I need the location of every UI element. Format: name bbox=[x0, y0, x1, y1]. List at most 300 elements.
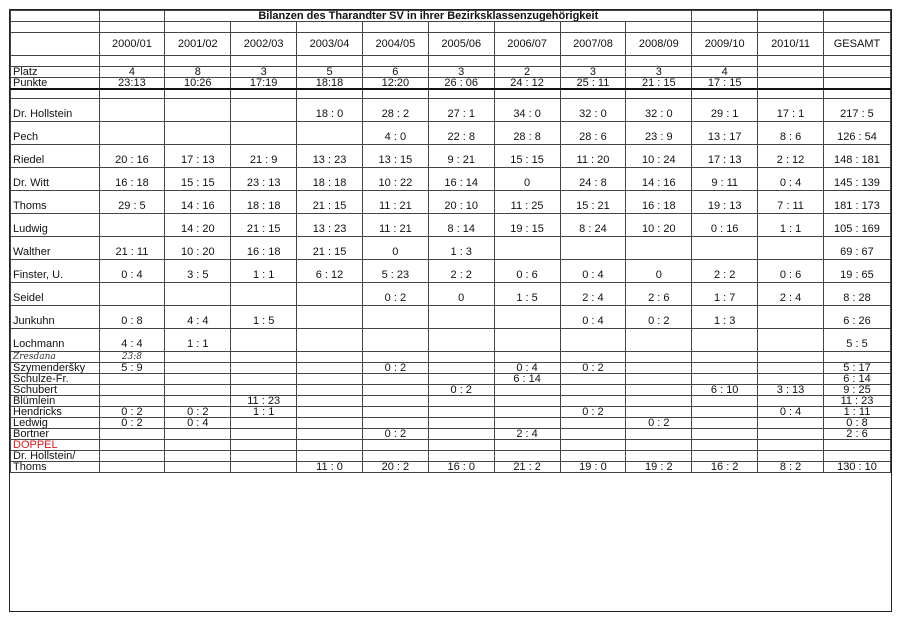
player-name: Junkuhn bbox=[11, 306, 100, 329]
score-cell: 0 : 2 bbox=[362, 283, 428, 306]
score-cell: 0 : 2 bbox=[626, 418, 692, 429]
platz-row bbox=[11, 67, 891, 78]
empty-cell bbox=[165, 89, 231, 99]
score-cell bbox=[99, 283, 165, 306]
score-cell: 21 : 11 bbox=[99, 237, 165, 260]
score-cell bbox=[362, 374, 428, 385]
score-cell: 10 : 20 bbox=[626, 214, 692, 237]
player-name: Walther bbox=[11, 237, 100, 260]
player-row bbox=[11, 451, 891, 462]
score-cell: 7 : 11 bbox=[758, 191, 824, 214]
score-cell bbox=[297, 440, 363, 451]
score-cell: 21 : 9 bbox=[231, 145, 297, 168]
score-cell bbox=[494, 418, 560, 429]
score-cell bbox=[99, 99, 165, 122]
score-cell bbox=[297, 374, 363, 385]
player-row bbox=[11, 374, 891, 385]
score-cell: 17 : 13 bbox=[692, 145, 758, 168]
score-cell: 8 : 24 bbox=[560, 214, 626, 237]
score-cell: 20 : 2 bbox=[362, 462, 428, 473]
score-cell: 18 : 0 bbox=[297, 99, 363, 122]
score-cell bbox=[165, 396, 231, 407]
score-cell: 19 : 15 bbox=[494, 214, 560, 237]
score-cell bbox=[758, 374, 824, 385]
results-table bbox=[10, 10, 891, 473]
score-cell: 148 : 181 bbox=[823, 145, 890, 168]
score-cell: 2 : 6 bbox=[823, 429, 890, 440]
score-cell: 0 : 2 bbox=[560, 407, 626, 418]
player-row bbox=[11, 418, 891, 429]
player-row bbox=[11, 168, 891, 191]
score-cell bbox=[231, 329, 297, 352]
score-cell: 14 : 16 bbox=[165, 191, 231, 214]
score-cell: 15 : 15 bbox=[494, 145, 560, 168]
score-cell bbox=[560, 440, 626, 451]
empty-cell bbox=[823, 89, 890, 99]
score-cell: 18 : 18 bbox=[297, 168, 363, 191]
score-cell: 15 : 21 bbox=[560, 191, 626, 214]
score-cell: 17 : 1 bbox=[758, 99, 824, 122]
score-cell: 13 : 23 bbox=[297, 214, 363, 237]
player-row bbox=[11, 396, 891, 407]
season-header: 2003/04 bbox=[297, 33, 363, 56]
score-cell: 9 : 11 bbox=[692, 168, 758, 191]
score-cell bbox=[692, 329, 758, 352]
score-cell: 4 : 0 bbox=[362, 122, 428, 145]
score-cell: 16 : 2 bbox=[692, 462, 758, 473]
punkte-value: 26 : 06 bbox=[428, 78, 494, 90]
punkte-value: 23:13 bbox=[99, 78, 165, 90]
score-cell bbox=[560, 396, 626, 407]
empty-cell bbox=[428, 56, 494, 67]
punkte-value: 12:20 bbox=[362, 78, 428, 90]
score-cell: 8 : 2 bbox=[758, 462, 824, 473]
score-cell: 145 : 139 bbox=[823, 168, 890, 191]
score-cell: 16 : 18 bbox=[231, 237, 297, 260]
score-cell bbox=[231, 122, 297, 145]
score-cell bbox=[362, 385, 428, 396]
score-cell: 217 : 5 bbox=[823, 99, 890, 122]
score-cell: 11 : 0 bbox=[297, 462, 363, 473]
score-cell bbox=[428, 429, 494, 440]
punkte-value: 17:19 bbox=[231, 78, 297, 90]
score-cell bbox=[297, 385, 363, 396]
score-cell: 5 : 23 bbox=[362, 260, 428, 283]
player-name: Lochmann bbox=[11, 329, 100, 352]
score-cell: 5 : 9 bbox=[99, 363, 165, 374]
score-cell: 1 : 11 bbox=[823, 407, 890, 418]
score-cell: 21 : 15 bbox=[231, 214, 297, 237]
score-cell bbox=[758, 237, 824, 260]
score-cell bbox=[428, 352, 494, 363]
score-cell bbox=[494, 329, 560, 352]
score-cell: 2 : 12 bbox=[758, 145, 824, 168]
score-cell bbox=[428, 451, 494, 462]
player-name: Schulze-Fr. bbox=[11, 374, 100, 385]
score-cell: 23 : 9 bbox=[626, 122, 692, 145]
season-header: 2008/09 bbox=[626, 33, 692, 56]
score-cell bbox=[560, 385, 626, 396]
score-cell: 22 : 8 bbox=[428, 122, 494, 145]
score-cell bbox=[362, 418, 428, 429]
score-cell bbox=[626, 374, 692, 385]
score-cell bbox=[165, 462, 231, 473]
score-cell bbox=[428, 418, 494, 429]
score-cell bbox=[297, 352, 363, 363]
score-cell: 24 : 8 bbox=[560, 168, 626, 191]
platz-value: 5 bbox=[297, 67, 363, 78]
empty-cell bbox=[692, 89, 758, 99]
score-cell: 0 bbox=[626, 260, 692, 283]
score-cell bbox=[231, 418, 297, 429]
score-cell bbox=[428, 306, 494, 329]
player-row bbox=[11, 122, 891, 145]
score-cell: 0 : 2 bbox=[362, 363, 428, 374]
score-cell: 21 : 2 bbox=[494, 462, 560, 473]
score-cell bbox=[297, 396, 363, 407]
score-cell bbox=[494, 396, 560, 407]
score-cell bbox=[626, 396, 692, 407]
player-name: Schubert bbox=[11, 385, 100, 396]
empty-cell bbox=[11, 33, 100, 56]
score-cell bbox=[692, 451, 758, 462]
empty-cell bbox=[231, 22, 297, 33]
score-cell bbox=[165, 374, 231, 385]
score-cell bbox=[231, 429, 297, 440]
score-cell bbox=[692, 418, 758, 429]
score-cell: 11 : 23 bbox=[823, 396, 890, 407]
row-label: Platz bbox=[11, 67, 100, 78]
score-cell bbox=[823, 440, 890, 451]
player-row bbox=[11, 363, 891, 374]
score-cell bbox=[297, 283, 363, 306]
player-row bbox=[11, 214, 891, 237]
score-cell bbox=[692, 396, 758, 407]
player-row bbox=[11, 260, 891, 283]
score-cell: 0 : 2 bbox=[362, 429, 428, 440]
score-cell bbox=[165, 352, 231, 363]
score-cell bbox=[823, 352, 890, 363]
score-cell bbox=[428, 407, 494, 418]
score-cell bbox=[626, 237, 692, 260]
score-cell: 181 : 173 bbox=[823, 191, 890, 214]
player-name: Pech bbox=[11, 122, 100, 145]
score-cell: 0 : 2 bbox=[428, 385, 494, 396]
score-cell: 17 : 13 bbox=[165, 145, 231, 168]
platz-value: 4 bbox=[692, 67, 758, 78]
score-cell bbox=[297, 363, 363, 374]
score-cell: 1 : 7 bbox=[692, 283, 758, 306]
score-cell bbox=[626, 451, 692, 462]
score-cell bbox=[99, 462, 165, 473]
platz-value bbox=[758, 67, 824, 78]
player-row bbox=[11, 352, 891, 363]
score-cell: 2 : 2 bbox=[692, 260, 758, 283]
score-cell bbox=[362, 451, 428, 462]
score-cell bbox=[560, 418, 626, 429]
empty-cell bbox=[494, 89, 560, 99]
score-cell: 20 : 16 bbox=[99, 145, 165, 168]
player-name: Seidel bbox=[11, 283, 100, 306]
score-cell: 0 : 4 bbox=[165, 418, 231, 429]
score-cell: 27 : 1 bbox=[428, 99, 494, 122]
blank-row bbox=[11, 22, 891, 33]
empty-cell bbox=[99, 22, 165, 33]
score-cell bbox=[231, 440, 297, 451]
score-cell: 20 : 10 bbox=[428, 191, 494, 214]
empty-cell bbox=[626, 22, 692, 33]
score-cell: 5 : 5 bbox=[823, 329, 890, 352]
score-cell bbox=[165, 363, 231, 374]
score-cell bbox=[428, 329, 494, 352]
player-row bbox=[11, 306, 891, 329]
platz-value: 3 bbox=[231, 67, 297, 78]
score-cell: 21 : 15 bbox=[297, 237, 363, 260]
score-cell: 19 : 2 bbox=[626, 462, 692, 473]
score-cell: 18 : 18 bbox=[231, 191, 297, 214]
player-name: Riedel bbox=[11, 145, 100, 168]
player-row bbox=[11, 283, 891, 306]
score-cell: 0 bbox=[362, 237, 428, 260]
score-cell: 8 : 14 bbox=[428, 214, 494, 237]
player-name: Thoms bbox=[11, 191, 100, 214]
empty-cell bbox=[560, 22, 626, 33]
score-cell: 130 : 10 bbox=[823, 462, 890, 473]
blank-row bbox=[11, 89, 891, 99]
score-cell bbox=[494, 306, 560, 329]
score-cell: 0 bbox=[428, 283, 494, 306]
score-cell: 0 : 8 bbox=[99, 306, 165, 329]
score-cell bbox=[692, 407, 758, 418]
season-header: 2006/07 bbox=[494, 33, 560, 56]
score-cell: 2 : 4 bbox=[494, 429, 560, 440]
score-cell: 0 bbox=[494, 168, 560, 191]
score-cell bbox=[758, 363, 824, 374]
player-row bbox=[11, 462, 891, 473]
empty-cell bbox=[99, 56, 165, 67]
score-cell bbox=[823, 451, 890, 462]
score-cell: 23:8 bbox=[99, 352, 165, 363]
player-row bbox=[11, 429, 891, 440]
score-cell bbox=[99, 451, 165, 462]
player-name: Zresdana bbox=[11, 352, 100, 363]
score-cell bbox=[758, 329, 824, 352]
score-cell: 0 : 2 bbox=[626, 306, 692, 329]
score-cell bbox=[692, 352, 758, 363]
score-cell bbox=[626, 407, 692, 418]
score-cell: 4 : 4 bbox=[165, 306, 231, 329]
score-cell: 2 : 4 bbox=[758, 283, 824, 306]
score-cell: 28 : 6 bbox=[560, 122, 626, 145]
empty-cell bbox=[758, 22, 824, 33]
score-cell bbox=[165, 440, 231, 451]
score-cell: 0 : 6 bbox=[494, 260, 560, 283]
player-name: DOPPEL bbox=[11, 440, 100, 451]
score-cell: 2 : 2 bbox=[428, 260, 494, 283]
score-cell: 0 : 6 bbox=[758, 260, 824, 283]
score-cell bbox=[362, 352, 428, 363]
score-cell bbox=[99, 385, 165, 396]
player-row bbox=[11, 99, 891, 122]
score-cell bbox=[297, 122, 363, 145]
score-cell bbox=[494, 407, 560, 418]
score-cell bbox=[560, 237, 626, 260]
score-cell bbox=[758, 418, 824, 429]
score-cell: 9 : 25 bbox=[823, 385, 890, 396]
score-cell bbox=[165, 385, 231, 396]
score-cell bbox=[560, 374, 626, 385]
score-cell: 13 : 23 bbox=[297, 145, 363, 168]
score-cell: 4 : 4 bbox=[99, 329, 165, 352]
score-cell: 3 : 5 bbox=[165, 260, 231, 283]
empty-cell bbox=[297, 56, 363, 67]
score-cell bbox=[231, 385, 297, 396]
score-cell bbox=[231, 451, 297, 462]
score-cell bbox=[362, 329, 428, 352]
score-cell: 29 : 1 bbox=[692, 99, 758, 122]
empty-cell bbox=[494, 22, 560, 33]
punkte-row bbox=[11, 78, 891, 90]
score-cell bbox=[99, 374, 165, 385]
score-cell: 8 : 6 bbox=[758, 122, 824, 145]
empty-cell bbox=[362, 56, 428, 67]
empty-cell bbox=[231, 89, 297, 99]
score-cell: 5 : 17 bbox=[823, 363, 890, 374]
player-row bbox=[11, 385, 891, 396]
score-cell bbox=[297, 429, 363, 440]
score-cell: 13 : 17 bbox=[692, 122, 758, 145]
score-cell bbox=[362, 407, 428, 418]
empty-cell bbox=[231, 56, 297, 67]
score-cell bbox=[626, 352, 692, 363]
score-cell: 10 : 24 bbox=[626, 145, 692, 168]
empty-cell bbox=[11, 22, 100, 33]
player-name: Dr. Hollstein bbox=[11, 99, 100, 122]
player-row bbox=[11, 440, 891, 451]
score-cell: 69 : 67 bbox=[823, 237, 890, 260]
player-name: Thoms bbox=[11, 462, 100, 473]
score-cell bbox=[626, 329, 692, 352]
empty-cell bbox=[362, 89, 428, 99]
score-cell: 14 : 20 bbox=[165, 214, 231, 237]
punkte-value: 25 : 11 bbox=[560, 78, 626, 90]
platz-value bbox=[823, 67, 890, 78]
score-cell: 0 : 4 bbox=[99, 260, 165, 283]
score-cell bbox=[758, 440, 824, 451]
score-cell bbox=[165, 429, 231, 440]
player-name: Ludwig bbox=[11, 214, 100, 237]
player-name: Dr. Hollstein/ bbox=[11, 451, 100, 462]
score-cell: 0 : 2 bbox=[560, 363, 626, 374]
punkte-value: 24 : 12 bbox=[494, 78, 560, 90]
score-cell: 19 : 13 bbox=[692, 191, 758, 214]
score-cell bbox=[428, 440, 494, 451]
score-cell: 11 : 21 bbox=[362, 214, 428, 237]
score-cell: 1 : 1 bbox=[231, 407, 297, 418]
empty-cell bbox=[99, 89, 165, 99]
platz-value: 2 bbox=[494, 67, 560, 78]
empty-cell bbox=[165, 22, 231, 33]
platz-value: 3 bbox=[428, 67, 494, 78]
score-cell bbox=[626, 440, 692, 451]
score-cell: 15 : 15 bbox=[165, 168, 231, 191]
empty-cell bbox=[823, 11, 890, 22]
empty-cell bbox=[428, 89, 494, 99]
score-cell bbox=[626, 385, 692, 396]
score-cell: 10 : 20 bbox=[165, 237, 231, 260]
season-header: GESAMT bbox=[823, 33, 890, 56]
empty-cell bbox=[758, 56, 824, 67]
score-cell bbox=[362, 306, 428, 329]
score-cell: 1 : 3 bbox=[692, 306, 758, 329]
score-cell bbox=[231, 283, 297, 306]
platz-value: 3 bbox=[560, 67, 626, 78]
player-name: Ledwig bbox=[11, 418, 100, 429]
score-cell bbox=[297, 451, 363, 462]
score-cell: 0 : 4 bbox=[560, 260, 626, 283]
score-cell bbox=[165, 451, 231, 462]
score-cell bbox=[758, 396, 824, 407]
score-cell: 0 : 2 bbox=[99, 418, 165, 429]
score-cell bbox=[494, 451, 560, 462]
empty-cell bbox=[692, 22, 758, 33]
score-cell bbox=[758, 429, 824, 440]
score-cell: 1 : 1 bbox=[165, 329, 231, 352]
season-header: 2007/08 bbox=[560, 33, 626, 56]
player-name: Hendricks bbox=[11, 407, 100, 418]
score-cell: 0 : 2 bbox=[99, 407, 165, 418]
score-cell bbox=[692, 429, 758, 440]
player-name: Blümlein bbox=[11, 396, 100, 407]
score-cell bbox=[692, 363, 758, 374]
score-cell: 0 : 4 bbox=[560, 306, 626, 329]
score-cell: 1 : 5 bbox=[494, 283, 560, 306]
empty-cell bbox=[297, 89, 363, 99]
score-cell: 16 : 14 bbox=[428, 168, 494, 191]
score-cell bbox=[231, 363, 297, 374]
empty-cell bbox=[11, 11, 100, 22]
platz-value: 4 bbox=[99, 67, 165, 78]
score-cell bbox=[99, 122, 165, 145]
score-cell bbox=[560, 329, 626, 352]
score-cell bbox=[626, 429, 692, 440]
player-name: Dr. Witt bbox=[11, 168, 100, 191]
score-cell: 23 : 13 bbox=[231, 168, 297, 191]
empty-cell bbox=[692, 11, 758, 22]
score-cell: 28 : 2 bbox=[362, 99, 428, 122]
score-cell bbox=[297, 418, 363, 429]
player-row bbox=[11, 407, 891, 418]
score-cell bbox=[560, 429, 626, 440]
player-row bbox=[11, 145, 891, 168]
empty-cell bbox=[165, 56, 231, 67]
score-cell bbox=[362, 440, 428, 451]
score-cell: 14 : 16 bbox=[626, 168, 692, 191]
score-cell: 16 : 18 bbox=[626, 191, 692, 214]
score-cell: 0 : 4 bbox=[494, 363, 560, 374]
player-name: Szymenderšky bbox=[11, 363, 100, 374]
score-cell bbox=[494, 385, 560, 396]
score-cell: 34 : 0 bbox=[494, 99, 560, 122]
punkte-value bbox=[823, 78, 890, 90]
season-header: 2002/03 bbox=[231, 33, 297, 56]
blank-row bbox=[11, 56, 891, 67]
empty-cell bbox=[494, 56, 560, 67]
punkte-value: 10:26 bbox=[165, 78, 231, 90]
score-cell: 29 : 5 bbox=[99, 191, 165, 214]
empty-cell bbox=[692, 56, 758, 67]
player-row bbox=[11, 191, 891, 214]
